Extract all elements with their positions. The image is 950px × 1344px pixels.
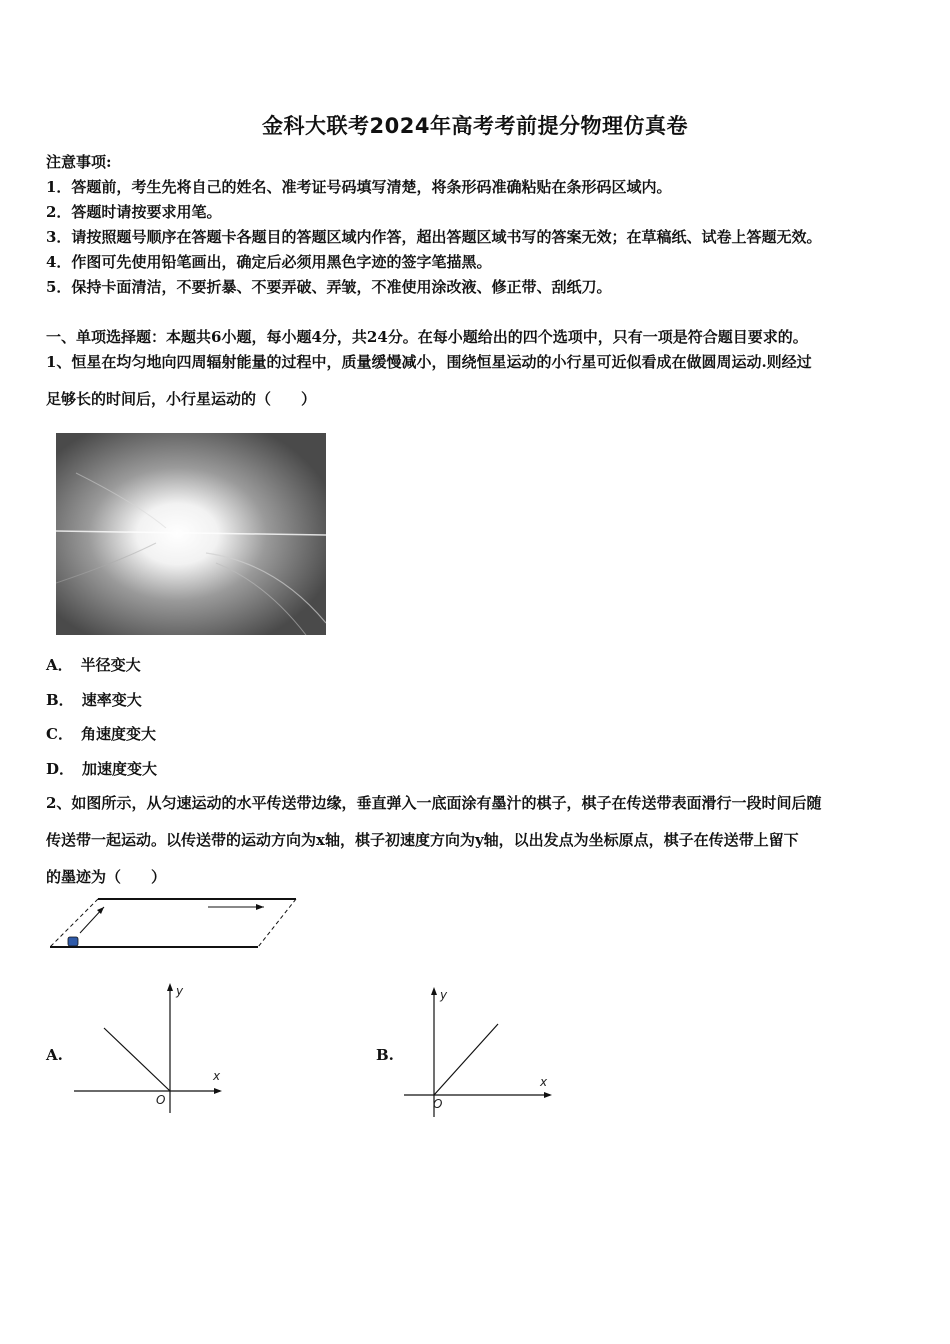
option-text: 加速度变大	[82, 760, 158, 778]
q1-stem-line1: 1、恒星在均匀地向四周辐射能量的过程中，质量缓慢减小，围绕恒星运动的小行星可近似看成在做圆周运动.则经过	[46, 353, 812, 371]
notice-item-2: 2．答题时请按要求用笔。	[46, 203, 222, 221]
conveyor-belt-diagram	[46, 893, 306, 955]
x-axis-label: x	[213, 1069, 221, 1083]
q1-option-d[interactable]	[46, 759, 157, 779]
y-axis-label: y	[176, 984, 184, 998]
option-text: 半径变大	[80, 656, 141, 674]
q1-option-a[interactable]	[46, 655, 141, 675]
option-label: B．	[46, 691, 74, 709]
option-text: 角速度变大	[80, 725, 156, 743]
notice-item-5: 5．保持卡面清洁，不要折暴、不要弄破、弄皱，不准使用涂改液、修正带、刮纸刀。	[46, 278, 612, 296]
notice-item-4: 4．作图可先使用铅笔画出，确定后必须用黑色字迹的签字笔描黑。	[46, 253, 492, 271]
q2-stem-line3: 的墨迹为（ ）	[46, 868, 167, 886]
q2-option-a-graph[interactable]	[70, 978, 240, 1118]
q2-stem-line1: 2、如图所示，从匀速运动的水平传送带边缘，垂直弹入一底面涂有墨汁的棋子，棋子在传送带表面滑行一段时间后随	[46, 794, 822, 812]
origin-label: O	[433, 1097, 443, 1111]
origin-label: O	[156, 1093, 166, 1107]
q2-option-a-label[interactable]: A.	[46, 1046, 63, 1064]
page-title: 金科大联考2024年高考考前提分物理仿真卷	[262, 114, 688, 138]
option-label: C．	[46, 725, 73, 743]
q2-option-b-graph[interactable]	[400, 982, 570, 1122]
y-axis-label: y	[440, 988, 448, 1002]
q1-stem-line2: 足够长的时间后，小行星运动的（ ）	[46, 390, 317, 408]
notice-item-3: 3．请按照题号顺序在答题卡各题目的答题区域内作答，超出答题区域书写的答案无效；在草稿纸、试卷上答题无效。	[46, 228, 822, 246]
x-axis-label: x	[540, 1075, 548, 1089]
q1-option-b[interactable]	[46, 690, 142, 710]
notice-heading: 注意事项:	[46, 153, 112, 171]
option-text: 速率变大	[81, 691, 142, 709]
q2-option-b-label[interactable]: B.	[376, 1046, 394, 1064]
notice-item-1: 1．答题前，考生先将自己的姓名、准考证号码填写清楚，将条形码准确粘贴在条形码区域内。	[46, 178, 672, 196]
option-label: D．	[46, 760, 75, 778]
section-heading: 一、单项选择题：本题共6小题，每小题4分，共24分。在每小题给出的四个选项中，只有一项是符合题目要求的。	[46, 328, 808, 346]
star-radiation-photo	[56, 433, 326, 635]
q2-stem-line2: 传送带一起运动。以传送带的运动方向为x轴，棋子初速度方向为y轴，以出发点为坐标原点，棋子在传送带上留下	[46, 831, 799, 849]
option-label: A．	[46, 656, 73, 674]
q1-option-c[interactable]	[46, 724, 156, 744]
